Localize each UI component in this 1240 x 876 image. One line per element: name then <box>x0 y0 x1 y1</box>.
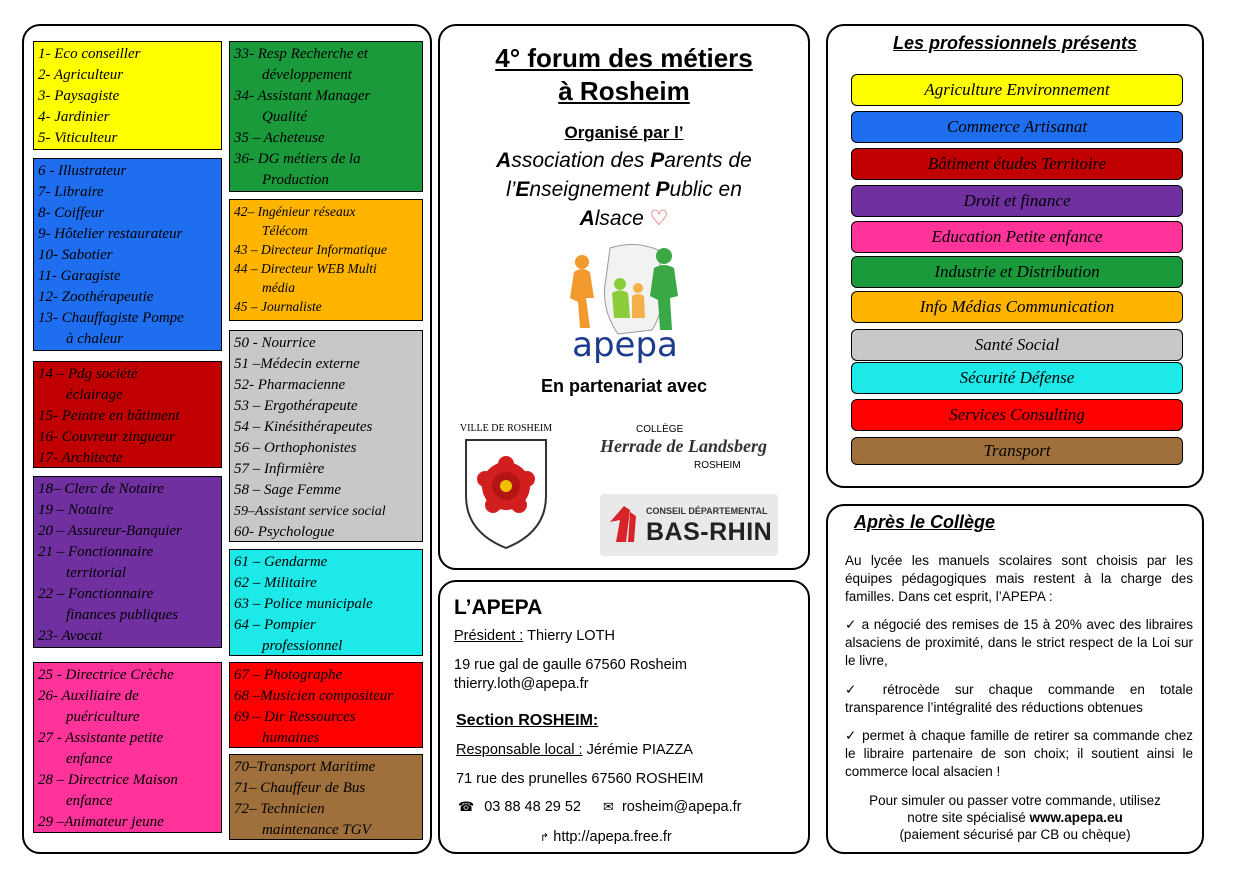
job-item: 67 – Photographe <box>234 667 343 683</box>
apepa-logo-text: apepa <box>572 325 678 365</box>
category-info-medias: Info Médias Communication <box>851 291 1183 323</box>
association-name: Association des Parents de l’Enseignement Public en Alsace ♡ <box>496 149 752 230</box>
section-title: Section ROSHEIM: <box>456 712 599 729</box>
category-transport: Transport <box>851 437 1183 465</box>
job-item: 64 – Pompier <box>234 617 316 633</box>
job-item: 17- Architecte <box>38 450 123 466</box>
job-item: 23- Avocat <box>38 628 103 644</box>
apres-bullet: ✓ rétrocède sur chaque commande en totale transparence l’intégralité des réductions obtenues <box>845 682 1193 715</box>
email-icon: ✉ <box>603 799 614 814</box>
job-item: 58 – Sage Femme <box>234 482 342 498</box>
professionals-title: Les professionnels présents <box>892 33 1138 53</box>
link-icon: ↱ <box>540 832 550 844</box>
section-email[interactable]: rosheim@apepa.fr <box>621 799 742 815</box>
website-link[interactable]: http://apepa.free.fr <box>553 829 672 845</box>
job-item: 44 – Directeur WEB Multi <box>234 261 377 276</box>
job-item: 36- DG métiers de la <box>234 151 361 167</box>
job-item: 4- Jardinier <box>38 109 110 125</box>
job-item: humaines <box>262 730 320 746</box>
category-education: Education Petite enfance <box>851 221 1183 253</box>
job-item: à chaleur <box>66 331 124 347</box>
job-item: 33- Resp Recherche et <box>234 46 368 62</box>
section-address: 71 rue des prunelles 67560 ROSHEIM <box>456 771 704 787</box>
jobs-box-1-5 <box>33 41 222 150</box>
job-item: enfance <box>66 751 113 767</box>
responsable-line <box>456 742 693 758</box>
jobs-box-42-45 <box>229 199 423 321</box>
job-item: 5- Viticulteur <box>38 130 118 146</box>
president-name: Thierry LOTH <box>523 628 615 644</box>
phone-number[interactable]: 03 88 48 29 52 <box>484 799 581 815</box>
job-item: 3- Paysagiste <box>38 88 120 104</box>
job-item: 45 – Journaliste <box>234 299 322 314</box>
phone-icon: ☎ <box>458 799 475 814</box>
job-item: 13- Chauffagiste Pompe <box>38 310 184 326</box>
category-droit: Droit et finance <box>851 185 1183 217</box>
forum-title: 4° forum des métiers à Rosheim <box>495 43 753 106</box>
college-name: Herrade de Landsberg <box>600 436 767 456</box>
job-item: 26- Auxiliaire de <box>38 688 139 704</box>
job-item: 42– Ingénieur réseaux <box>234 204 356 219</box>
job-item: 69 – Dir Ressources <box>234 709 356 725</box>
apepa-logo <box>540 238 710 366</box>
job-item: 54 – Kinésithérapeutes <box>234 419 373 435</box>
rose-shield-icon <box>456 434 556 552</box>
job-item: 18– Clerc de Notaire <box>38 481 164 497</box>
job-item: 14 – Pdg société <box>38 366 138 382</box>
category-commerce: Commerce Artisanat <box>851 111 1183 143</box>
job-item: puériculture <box>66 709 140 725</box>
college-logo <box>596 422 776 478</box>
category-services: Services Consulting <box>851 399 1183 431</box>
job-item: Qualité <box>262 109 307 125</box>
job-item: 62 – Militaire <box>234 575 317 591</box>
job-item: éclairage <box>66 387 123 403</box>
college-label: COLLÈGE <box>636 424 684 435</box>
job-item: 60- Psychologue <box>234 524 335 540</box>
job-item: 29 –Animateur jeune <box>38 814 164 830</box>
apres-intro: Au lycée les manuels scolaires sont choisis par les équipes pédagogiques mais restent à la charge des familles. Dans cet esprit, l’APEPA : <box>845 553 1193 604</box>
jobs-box-70-72 <box>229 754 423 840</box>
job-item: 10- Sabotier <box>38 247 113 263</box>
job-item: 43 – Directeur Informatique <box>234 242 387 257</box>
jobs-box-25-29 <box>33 662 222 833</box>
job-item: 52- Pharmacienne <box>234 377 346 393</box>
basrhin-emblem-icon <box>606 502 640 546</box>
basrhin-logo <box>600 494 778 556</box>
job-item: maintenance TGV <box>262 822 371 838</box>
category-securite: Sécurité Défense <box>851 362 1183 394</box>
president-line <box>454 628 615 644</box>
basrhin-label: BAS-RHIN <box>646 518 773 546</box>
job-item: professionnel <box>262 638 343 654</box>
job-item: 34- Assistant Manager <box>234 88 371 104</box>
job-item: 1- Eco conseiller <box>38 46 141 62</box>
responsable-name: Jérémie PIAZZA <box>582 742 693 758</box>
job-item: 70–Transport Maritime <box>234 759 376 775</box>
job-item: 61 – Gendarme <box>234 554 328 570</box>
alsace-heart-icon: ♡ <box>649 207 669 230</box>
job-item: 35 – Acheteuse <box>234 130 325 146</box>
jobs-box-50-60 <box>229 330 423 542</box>
job-item: 59–Assistant service social <box>234 504 386 519</box>
job-item: 8- Coiffeur <box>38 205 105 221</box>
job-item: développement <box>262 67 352 83</box>
job-item: 25 - Directrice Crèche <box>38 667 174 683</box>
job-item: 28 – Directrice Maison <box>38 772 178 788</box>
job-item: 11- Garagiste <box>38 268 121 284</box>
job-item: finances publiques <box>66 607 179 623</box>
apres-bullet: ✓ permet à chaque famille de retirer sa commande chez le libraire partenaire de son choix; il soutient ainsi le commerce local alsacien ! <box>845 728 1193 779</box>
job-item: 20 – Assureur-Banquier <box>38 523 182 539</box>
jobs-box-61-64 <box>229 549 423 656</box>
job-item: 71– Chauffeur de Bus <box>234 780 366 796</box>
apres-outro: Pour simuler ou passer votre commande, utilisez notre site spécialisé www.apepa.eu (paiement sécurisé par CB ou chèque) <box>869 793 1161 842</box>
conseil-label: CONSEIL DÉPARTEMENTAL <box>646 506 768 516</box>
website-line <box>540 829 672 845</box>
rosheim-coat-of-arms <box>456 423 556 555</box>
job-item: Production <box>262 172 329 188</box>
job-item: 63 – Police municipale <box>234 596 373 612</box>
president-email[interactable]: thierry.loth@apepa.fr <box>454 676 589 692</box>
responsable-label: Responsable local : <box>456 742 583 758</box>
job-item: 68 –Musicien compositeur <box>234 688 394 704</box>
organised-by: Organisé par l’ <box>564 123 684 142</box>
job-item: 15- Peintre en bâtiment <box>38 408 180 424</box>
job-item: 19 – Notaire <box>38 502 114 518</box>
college-town: ROSHEIM <box>694 460 741 471</box>
partnership-heading: En partenariat avec <box>540 376 708 396</box>
contact-line <box>458 799 741 815</box>
job-item: 57 – Infirmière <box>234 461 325 477</box>
jobs-box-33-36 <box>229 41 423 192</box>
job-item: 53 – Ergothérapeute <box>234 398 358 414</box>
job-item: territorial <box>66 565 127 581</box>
job-item: média <box>262 280 295 295</box>
rosheim-label: VILLE DE ROSHEIM <box>459 423 553 434</box>
category-batiment: Bâtiment études Territoire <box>851 148 1183 180</box>
job-item: 6 - Illustrateur <box>38 163 127 179</box>
jobs-box-67-69 <box>229 662 423 748</box>
category-industrie: Industrie et Distribution <box>851 256 1183 288</box>
job-item: 27 - Assistante petite <box>38 730 164 746</box>
job-item: 50 - Nourrice <box>234 335 316 351</box>
job-item: 51 –Médecin externe <box>234 356 360 372</box>
job-item: 9- Hôtelier restaurateur <box>38 226 183 242</box>
job-item: 56 – Orthophonistes <box>234 440 357 456</box>
apepa-shop-link[interactable]: www.apepa.eu <box>1029 810 1123 825</box>
job-item: 7- Libraire <box>38 184 104 200</box>
job-item: 21 – Fonctionnaire <box>38 544 154 560</box>
jobs-box-14-17 <box>33 361 222 468</box>
jobs-box-18-23 <box>33 476 222 648</box>
president-label: Président : <box>454 628 524 644</box>
job-item: 22 – Fonctionnaire <box>38 586 154 602</box>
jobs-box-6-13 <box>33 158 222 351</box>
president-address: 19 rue gal de gaulle 67560 Rosheim <box>454 657 687 673</box>
job-item: 16- Couvreur zingueur <box>38 429 175 445</box>
job-item: 12- Zoothérapeutie <box>38 289 154 305</box>
apepa-info-title: L’APEPA <box>454 596 543 619</box>
apres-title: Après le Collège <box>854 512 996 532</box>
job-item: enfance <box>66 793 113 809</box>
job-item: 72– Technicien <box>234 801 325 817</box>
job-item: 2- Agriculteur <box>38 67 124 83</box>
job-item: Télécom <box>262 223 308 238</box>
category-sante: Santé Social <box>851 329 1183 361</box>
apres-bullet: ✓ a négocié des remises de 15 à 20% avec des libraires alsaciens de proximité, dans le strict respect de la Loi sur le livre, <box>845 617 1193 668</box>
category-agriculture: Agriculture Environnement <box>851 74 1183 106</box>
